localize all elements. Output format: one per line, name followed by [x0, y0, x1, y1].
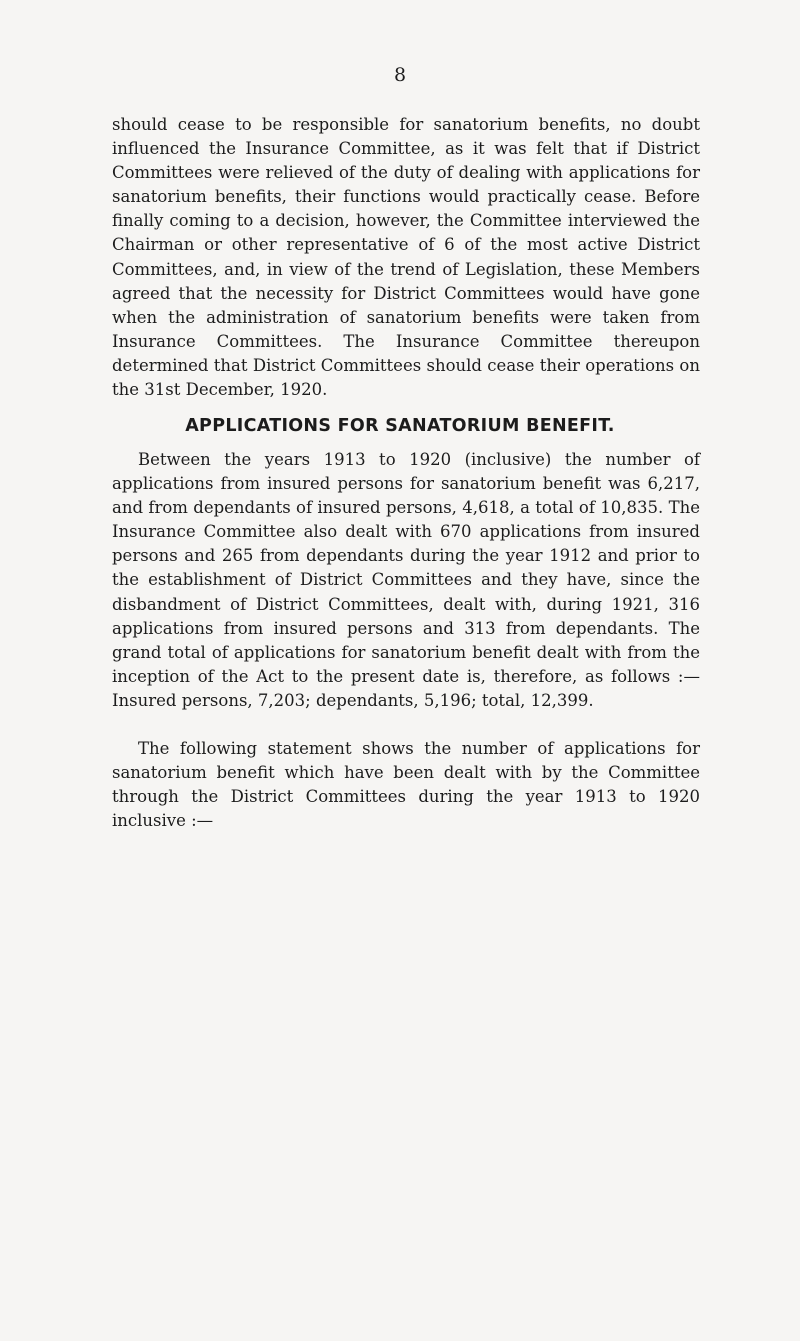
continuation-paragraph: should cease to be responsible for sanatorium benefits, no doubt influenced the Insurance Committee, as it was felt that if District Committees were relieved of the duty of dealing with applications for sanatorium benefits, their functions would practically cease. Before finally coming to a decision, however, the Committee interviewed the Chairman or other representative of 6 of the most active District Committees, and, in view of the trend of Legislation, these Members agreed that the necessity for District Committees would have gone when the administration of sanatorium benefits were taken from Insurance Committees. The Insurance Committee thereupon determined that District Committees should cease their operations on the 31st December, 1920.	[112, 115, 700, 400]
statement-paragraph: The following statement shows the number of applications for sanatorium benefit which have been dealt with by the Committee through the District Committees during the year 1913 to 1920 inclusive :—	[112, 739, 700, 831]
section-heading: APPLICATIONS FOR SANATORIUM BENEFIT.	[185, 416, 615, 436]
applications-paragraph: Between the years 1913 to 1920 (inclusive) the number of applications from insured persons for sanatorium benefit was 6,217, and from dependants of insured persons, 4,618, a total of 10,835. The Insurance Committee also dealt with 670 applications from insured persons and 265 from dependants during the year 1912 and prior to the establishment of District Committees and they have, since the disbandment of District Committees, dealt with, during 1921, 316 applications from insured persons and 313 from dependants. The grand total of applications for sanatorium benefit dealt with from the inception of the Act to the present date is, therefore, as follows :—Insured persons, 7,203; dependants, 5,196; total, 12,399.	[112, 450, 700, 710]
page-number: 8	[393, 64, 407, 86]
